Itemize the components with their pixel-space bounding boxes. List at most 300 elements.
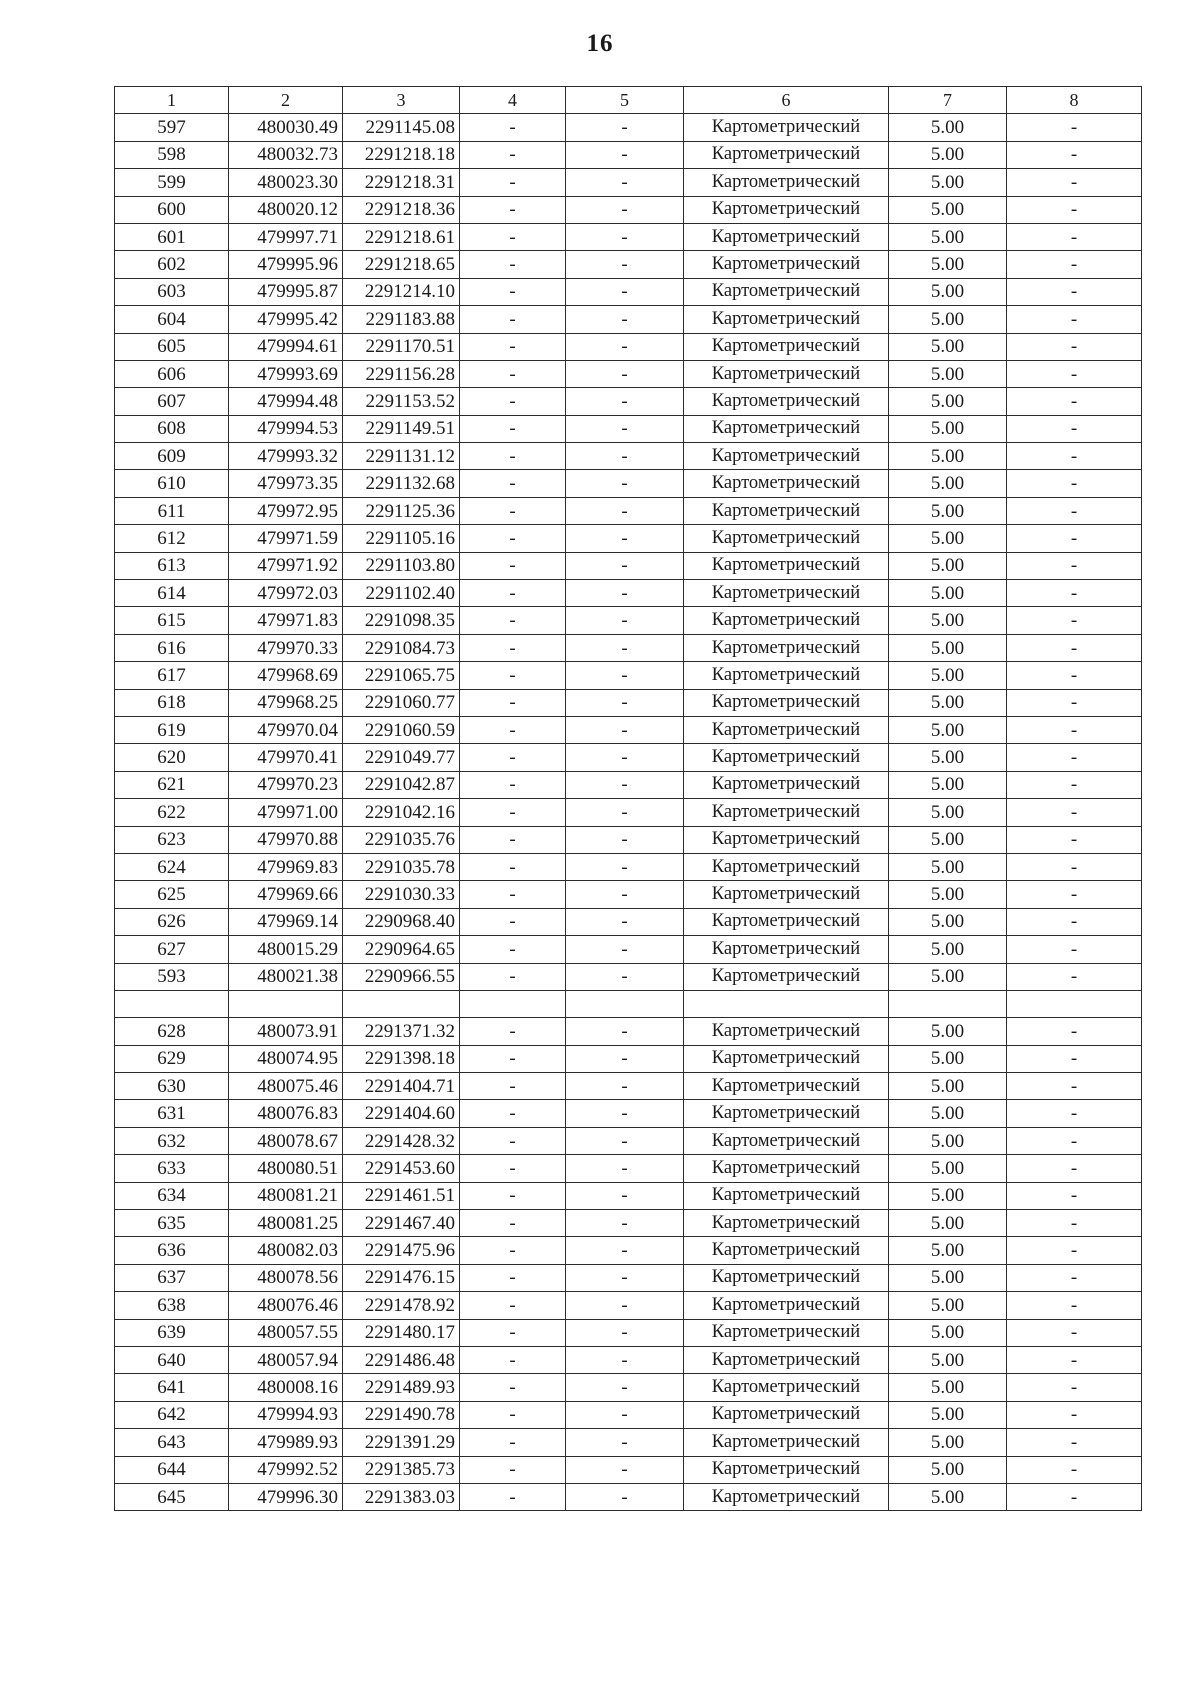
col-8-cell: - [1007,251,1142,278]
method-cell: Картометрический [684,1346,889,1373]
col-4-cell: - [460,936,566,963]
method-cell: Картометрический [684,552,889,579]
x-coordinate-cell [229,990,343,1017]
method-cell: Картометрический [684,799,889,826]
col-8-cell: - [1007,826,1142,853]
x-coordinate-cell: 479971.83 [229,607,343,634]
accuracy-cell: 5.00 [889,141,1007,168]
table-row [115,826,1142,853]
table-row [115,443,1142,470]
accuracy-cell: 5.00 [889,936,1007,963]
accuracy-cell: 5.00 [889,963,1007,990]
x-coordinate-cell: 480080.51 [229,1155,343,1182]
x-coordinate-cell: 479970.23 [229,771,343,798]
x-coordinate-cell: 480015.29 [229,936,343,963]
col-8-cell: - [1007,415,1142,442]
col-4-cell: - [460,1045,566,1072]
y-coordinate-cell: 2291475.96 [343,1237,460,1264]
col-8-cell: - [1007,1210,1142,1237]
point-number-cell [115,990,229,1017]
y-coordinate-cell: 2291467.40 [343,1210,460,1237]
col-5-cell: - [566,1018,684,1045]
y-coordinate-cell: 2291490.78 [343,1401,460,1428]
table-row [115,689,1142,716]
col-8-cell: - [1007,114,1142,141]
accuracy-cell: 5.00 [889,333,1007,360]
x-coordinate-cell: 479969.14 [229,908,343,935]
col-8-cell: - [1007,141,1142,168]
method-cell: Картометрический [684,881,889,908]
col-8-cell: - [1007,525,1142,552]
method-cell: Картометрический [684,936,889,963]
table-row [115,580,1142,607]
col-5-cell: - [566,333,684,360]
point-number-cell: 636 [115,1237,229,1264]
x-coordinate-cell: 480076.46 [229,1292,343,1319]
method-cell: Картометрический [684,196,889,223]
col-5-cell: - [566,251,684,278]
col-4-cell: - [460,1483,566,1510]
y-coordinate-cell: 2291218.31 [343,169,460,196]
y-coordinate-cell: 2291153.52 [343,388,460,415]
method-cell: Картометрический [684,963,889,990]
y-coordinate-cell: 2291383.03 [343,1483,460,1510]
col-5-cell: - [566,936,684,963]
col-5-cell: - [566,388,684,415]
point-number-cell: 631 [115,1100,229,1127]
table-row [115,662,1142,689]
col-4-cell: - [460,1237,566,1264]
col-4-cell: - [460,1292,566,1319]
col-4-cell: - [460,1346,566,1373]
y-coordinate-cell: 2291042.87 [343,771,460,798]
x-coordinate-cell: 479992.52 [229,1456,343,1483]
y-coordinate-cell: 2291453.60 [343,1155,460,1182]
col-4-cell: - [460,1155,566,1182]
x-coordinate-cell: 479971.59 [229,525,343,552]
x-coordinate-cell: 479994.93 [229,1401,343,1428]
col-4-cell: - [460,552,566,579]
method-cell: Картометрический [684,1483,889,1510]
method-cell: Картометрический [684,306,889,333]
table-row [115,278,1142,305]
col-8-cell: - [1007,908,1142,935]
col-8-cell: - [1007,1319,1142,1346]
accuracy-cell: 5.00 [889,771,1007,798]
accuracy-cell: 5.00 [889,744,1007,771]
point-number-cell: 597 [115,114,229,141]
y-coordinate-cell: 2291035.76 [343,826,460,853]
accuracy-cell: 5.00 [889,1429,1007,1456]
col-5-cell: - [566,169,684,196]
y-coordinate-cell: 2291060.77 [343,689,460,716]
col-4-cell: - [460,634,566,661]
method-cell: Картометрический [684,580,889,607]
table-row [115,1429,1142,1456]
point-number-cell: 627 [115,936,229,963]
method-cell: Картометрический [684,853,889,880]
col-5-cell: - [566,1045,684,1072]
col-8-cell: - [1007,497,1142,524]
col-8-cell: - [1007,1401,1142,1428]
accuracy-cell: 5.00 [889,799,1007,826]
method-cell: Картометрический [684,1182,889,1209]
x-coordinate-cell: 479970.88 [229,826,343,853]
col-4-cell: - [460,525,566,552]
y-coordinate-cell: 2291183.88 [343,306,460,333]
col-8-cell: - [1007,360,1142,387]
col-5-cell: - [566,1127,684,1154]
y-coordinate-cell: 2291103.80 [343,552,460,579]
column-header-5: 5 [566,87,684,114]
table-row [115,1264,1142,1291]
x-coordinate-cell: 479989.93 [229,1429,343,1456]
table-body [115,87,1142,1511]
col-8-cell: - [1007,936,1142,963]
point-number-cell: 625 [115,881,229,908]
accuracy-cell: 5.00 [889,196,1007,223]
col-4-cell: - [460,1127,566,1154]
accuracy-cell: 5.00 [889,689,1007,716]
x-coordinate-cell: 479968.69 [229,662,343,689]
x-coordinate-cell: 479995.42 [229,306,343,333]
accuracy-cell: 5.00 [889,881,1007,908]
col-8-cell: - [1007,470,1142,497]
x-coordinate-cell: 480081.21 [229,1182,343,1209]
y-coordinate-cell: 2291132.68 [343,470,460,497]
col-4-cell: - [460,799,566,826]
point-number-cell: 635 [115,1210,229,1237]
col-5-cell: - [566,826,684,853]
table-row [115,1401,1142,1428]
accuracy-cell: 5.00 [889,114,1007,141]
col-4-cell: - [460,169,566,196]
col-8-cell: - [1007,716,1142,743]
method-cell: Картометрический [684,1100,889,1127]
point-number-cell: 640 [115,1346,229,1373]
table-row [115,1073,1142,1100]
method-cell: Картометрический [684,470,889,497]
col-5-cell: - [566,662,684,689]
col-4-cell: - [460,415,566,442]
point-number-cell: 628 [115,1018,229,1045]
col-5-cell: - [566,908,684,935]
point-number-cell: 611 [115,497,229,524]
accuracy-cell: 5.00 [889,580,1007,607]
coordinates-table [114,86,1142,1511]
point-number-cell: 643 [115,1429,229,1456]
table-row [115,963,1142,990]
accuracy-cell: 5.00 [889,470,1007,497]
x-coordinate-cell: 480008.16 [229,1374,343,1401]
accuracy-cell: 5.00 [889,853,1007,880]
x-coordinate-cell: 480074.95 [229,1045,343,1072]
col-4-cell: - [460,1319,566,1346]
point-number-cell: 630 [115,1073,229,1100]
col-8-cell: - [1007,1456,1142,1483]
point-number-cell: 598 [115,141,229,168]
col-8-cell: - [1007,1429,1142,1456]
col-5-cell: - [566,1155,684,1182]
table-row [115,1127,1142,1154]
y-coordinate-cell: 2291461.51 [343,1182,460,1209]
point-number-cell: 610 [115,470,229,497]
accuracy-cell: 5.00 [889,716,1007,743]
x-coordinate-cell: 479968.25 [229,689,343,716]
table-row [115,990,1142,1017]
point-number-cell: 644 [115,1456,229,1483]
col-5-cell: - [566,306,684,333]
accuracy-cell: 5.00 [889,360,1007,387]
x-coordinate-cell: 479994.53 [229,415,343,442]
col-4-cell: - [460,716,566,743]
method-cell: Картометрический [684,1374,889,1401]
y-coordinate-cell: 2291480.17 [343,1319,460,1346]
col-5-cell: - [566,1374,684,1401]
y-coordinate-cell: 2291102.40 [343,580,460,607]
col-4-cell: - [460,497,566,524]
col-8-cell: - [1007,1073,1142,1100]
table-row [115,1319,1142,1346]
column-header-8: 8 [1007,87,1142,114]
y-coordinate-cell: 2291476.15 [343,1264,460,1291]
point-number-cell: 600 [115,196,229,223]
point-number-cell: 614 [115,580,229,607]
col-8-cell: - [1007,881,1142,908]
y-coordinate-cell: 2291398.18 [343,1045,460,1072]
y-coordinate-cell: 2291060.59 [343,716,460,743]
col-4-cell: - [460,580,566,607]
method-cell: Картометрический [684,525,889,552]
col-8-cell: - [1007,278,1142,305]
method-cell [684,990,889,1017]
point-number-cell: 638 [115,1292,229,1319]
table-row [115,1100,1142,1127]
method-cell: Картометрический [684,908,889,935]
method-cell: Картометрический [684,114,889,141]
col-5-cell: - [566,278,684,305]
col-4-cell: - [460,141,566,168]
col-5-cell: - [566,771,684,798]
col-8-cell: - [1007,1127,1142,1154]
column-header-6: 6 [684,87,889,114]
y-coordinate-cell: 2290968.40 [343,908,460,935]
x-coordinate-cell: 479970.04 [229,716,343,743]
method-cell: Картометрический [684,1319,889,1346]
y-coordinate-cell: 2291478.92 [343,1292,460,1319]
col-5-cell: - [566,799,684,826]
col-8-cell: - [1007,223,1142,250]
x-coordinate-cell: 479997.71 [229,223,343,250]
col-8-cell: - [1007,744,1142,771]
table-row [115,936,1142,963]
col-8-cell: - [1007,333,1142,360]
col-5-cell: - [566,1237,684,1264]
col-8-cell: - [1007,799,1142,826]
accuracy-cell: 5.00 [889,497,1007,524]
col-4-cell: - [460,1073,566,1100]
point-number-cell: 607 [115,388,229,415]
point-number-cell: 626 [115,908,229,935]
point-number-cell: 645 [115,1483,229,1510]
method-cell: Картометрический [684,223,889,250]
col-4-cell: - [460,1374,566,1401]
y-coordinate-cell: 2290964.65 [343,936,460,963]
accuracy-cell: 5.00 [889,223,1007,250]
point-number-cell: 604 [115,306,229,333]
x-coordinate-cell: 480057.55 [229,1319,343,1346]
accuracy-cell: 5.00 [889,1073,1007,1100]
col-8-cell: - [1007,306,1142,333]
table-row [115,251,1142,278]
accuracy-cell: 5.00 [889,607,1007,634]
method-cell: Картометрический [684,744,889,771]
y-coordinate-cell: 2291218.36 [343,196,460,223]
table-row [115,1018,1142,1045]
col-4-cell: - [460,689,566,716]
y-coordinate-cell: 2291218.65 [343,251,460,278]
table-row [115,881,1142,908]
point-number-cell: 609 [115,443,229,470]
accuracy-cell: 5.00 [889,1264,1007,1291]
col-4-cell: - [460,1018,566,1045]
table-header-row [115,87,1142,114]
col-8-cell: - [1007,771,1142,798]
point-number-cell: 621 [115,771,229,798]
accuracy-cell: 5.00 [889,908,1007,935]
point-number-cell: 619 [115,716,229,743]
table-row [115,1292,1142,1319]
table-row [115,1237,1142,1264]
col-8-cell: - [1007,169,1142,196]
x-coordinate-cell: 479995.87 [229,278,343,305]
table-row [115,552,1142,579]
col-4-cell: - [460,278,566,305]
col-4-cell: - [460,223,566,250]
accuracy-cell: 5.00 [889,1319,1007,1346]
x-coordinate-cell: 480057.94 [229,1346,343,1373]
col-5-cell: - [566,1346,684,1373]
x-coordinate-cell: 480082.03 [229,1237,343,1264]
table-row [115,169,1142,196]
col-8-cell: - [1007,580,1142,607]
page-number: 16 [586,30,614,57]
table-row [115,1045,1142,1072]
point-number-cell: 637 [115,1264,229,1291]
point-number-cell: 613 [115,552,229,579]
accuracy-cell: 5.00 [889,1018,1007,1045]
col-8-cell: - [1007,1018,1142,1045]
y-coordinate-cell: 2291049.77 [343,744,460,771]
accuracy-cell: 5.00 [889,634,1007,661]
col-8-cell: - [1007,196,1142,223]
col-4-cell: - [460,251,566,278]
table-row [115,306,1142,333]
accuracy-cell: 5.00 [889,826,1007,853]
y-coordinate-cell: 2291218.61 [343,223,460,250]
column-header-3: 3 [343,87,460,114]
y-coordinate-cell: 2291030.33 [343,881,460,908]
x-coordinate-cell: 479970.41 [229,744,343,771]
method-cell: Картометрический [684,251,889,278]
y-coordinate-cell: 2291214.10 [343,278,460,305]
column-header-1: 1 [115,87,229,114]
point-number-cell: 622 [115,799,229,826]
point-number-cell: 616 [115,634,229,661]
col-5-cell: - [566,223,684,250]
method-cell: Картометрический [684,716,889,743]
method-cell: Картометрический [684,1264,889,1291]
point-number-cell: 641 [115,1374,229,1401]
col-8-cell: - [1007,662,1142,689]
y-coordinate-cell: 2291042.16 [343,799,460,826]
col-8-cell: - [1007,1100,1142,1127]
col-8-cell: - [1007,607,1142,634]
col-5-cell: - [566,744,684,771]
col-4-cell: - [460,662,566,689]
accuracy-cell: 5.00 [889,415,1007,442]
y-coordinate-cell: 2291371.32 [343,1018,460,1045]
table-row [115,525,1142,552]
col-5-cell: - [566,470,684,497]
col-5-cell: - [566,881,684,908]
col-4-cell: - [460,196,566,223]
col-4-cell: - [460,1100,566,1127]
table-row [115,1182,1142,1209]
col-5-cell: - [566,415,684,442]
col-4-cell: - [460,826,566,853]
col-8-cell: - [1007,1237,1142,1264]
col-8-cell: - [1007,1374,1142,1401]
x-coordinate-cell: 480073.91 [229,1018,343,1045]
col-5-cell: - [566,1456,684,1483]
y-coordinate-cell: 2290966.55 [343,963,460,990]
method-cell: Картометрический [684,1073,889,1100]
x-coordinate-cell: 479996.30 [229,1483,343,1510]
point-number-cell: 617 [115,662,229,689]
point-number-cell: 632 [115,1127,229,1154]
col-5-cell: - [566,360,684,387]
table-row [115,333,1142,360]
accuracy-cell: 5.00 [889,306,1007,333]
col-8-cell: - [1007,1182,1142,1209]
col-4-cell: - [460,1401,566,1428]
method-cell: Картометрический [684,415,889,442]
col-5-cell: - [566,580,684,607]
x-coordinate-cell: 479993.32 [229,443,343,470]
table-row [115,1374,1142,1401]
method-cell: Картометрический [684,141,889,168]
y-coordinate-cell: 2291156.28 [343,360,460,387]
col-5-cell: - [566,1210,684,1237]
column-header-2: 2 [229,87,343,114]
x-coordinate-cell: 479973.35 [229,470,343,497]
x-coordinate-cell: 480076.83 [229,1100,343,1127]
y-coordinate-cell: 2291486.48 [343,1346,460,1373]
method-cell: Картометрический [684,1401,889,1428]
point-number-cell: 618 [115,689,229,716]
col-4-cell: - [460,744,566,771]
col-5-cell: - [566,1483,684,1510]
point-number-cell: 629 [115,1045,229,1072]
table-row [115,497,1142,524]
method-cell: Картометрический [684,771,889,798]
col-4-cell: - [460,881,566,908]
table-row [115,141,1142,168]
col-8-cell: - [1007,552,1142,579]
method-cell: Картометрический [684,388,889,415]
col-8-cell: - [1007,1045,1142,1072]
